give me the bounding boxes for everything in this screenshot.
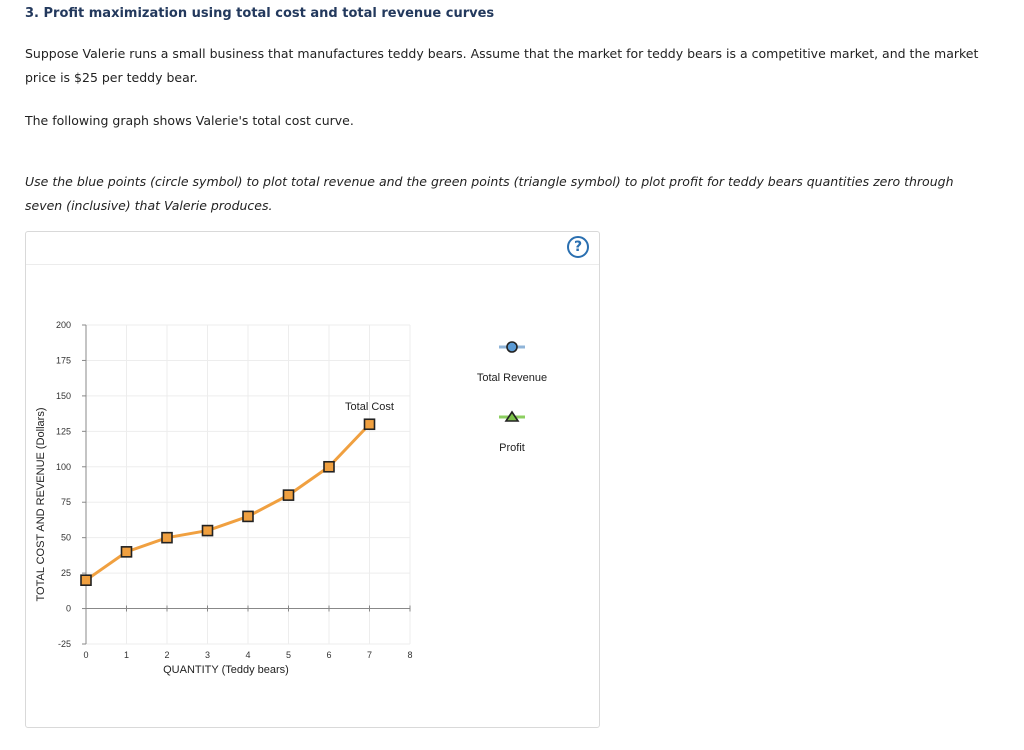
y-tick-label: 25 [60,568,71,579]
y-axis-title: TOTAL COST AND REVENUE (Dollars) [35,407,47,602]
y-tick-label: 125 [55,426,71,437]
total-cost-point [243,511,253,521]
y-tick-label: 150 [55,390,71,401]
question-intro: Suppose Valerie runs a small business that manufactures teddy bears. Assume that the market for teddy bears is a competitive market, and the market price is $25 per teddy bear. [25,46,979,85]
x-axis-title: QUANTITY (Teddy bears) [163,664,289,676]
y-tick-label: -25 [57,639,71,649]
x-tick-label: 2 [164,650,170,660]
y-tick-label: 75 [60,497,71,508]
total-cost-point [365,419,375,429]
x-tick-label: 4 [245,650,251,660]
total-cost-point [203,526,213,536]
instructions: Use the blue points (circle symbol) to plot total revenue and the green points (triangle symbol) to plot profit for teddy bears quantities zero through seven (inclusive) that Valerie produces. [25,174,954,213]
total-cost-point [162,533,172,543]
x-tick-label: 1 [123,650,130,660]
help-button[interactable]: ? [567,236,589,258]
y-tick-label: 50 [60,532,71,543]
y-tick-label: 0 [65,603,71,614]
x-tick-label: 3 [204,650,211,660]
x-tick-label: 8 [407,650,413,660]
graph-panel [25,231,600,728]
total-cost-label: Total Cost [345,401,394,414]
chart [26,232,599,727]
legend-label: Total Revenue [476,372,548,384]
total-cost-point [122,547,132,557]
total-cost-point [284,490,294,500]
x-tick-label: 6 [326,650,332,660]
total-cost-point [324,462,334,472]
total-revenue-marker[interactable] [507,342,517,352]
total-cost-point [81,575,91,585]
x-tick-label: 5 [285,650,292,660]
y-tick-label: 100 [55,461,71,472]
y-tick-label: 200 [55,320,71,330]
graph-intro: The following graph shows Valerie's total cost curve. [25,113,354,128]
legend-label: Profit [499,442,525,454]
y-tick-label: 175 [55,355,71,366]
x-tick-label: 7 [366,650,373,660]
question-title: 3. Profit maximization using total cost and total revenue curves [25,6,495,21]
x-tick-label: 0 [83,650,89,660]
